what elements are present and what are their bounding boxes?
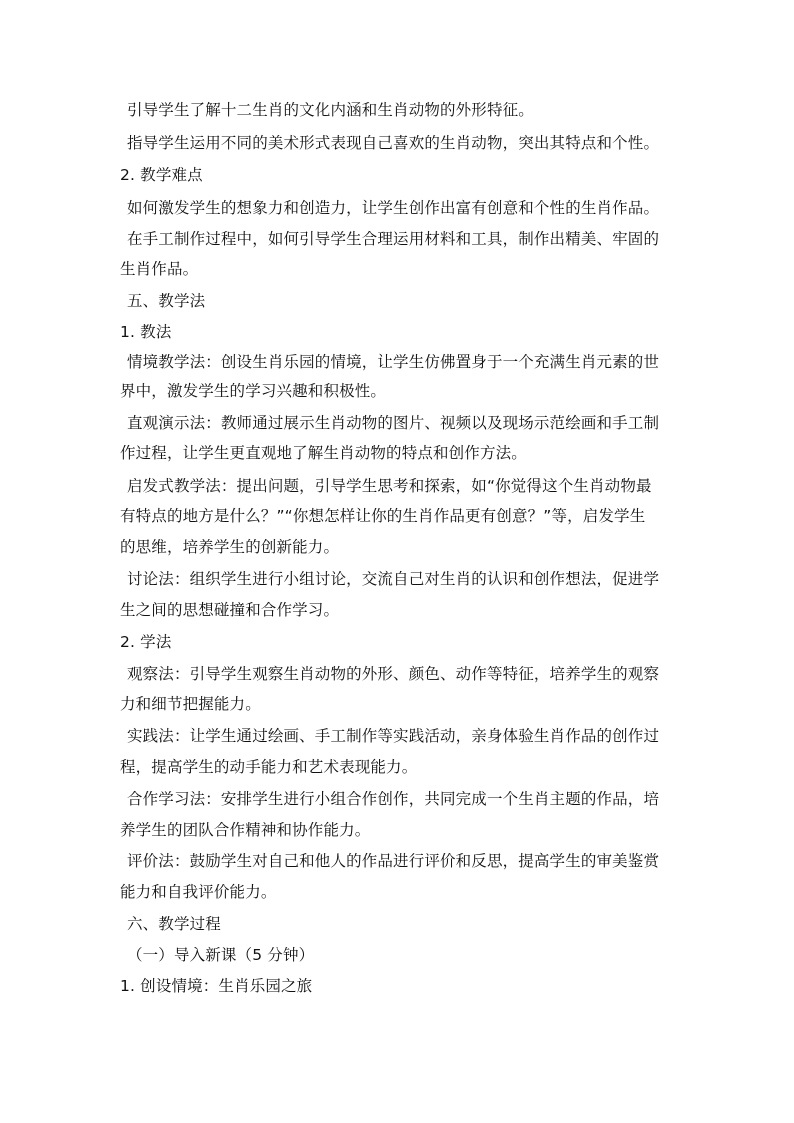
paragraph-line: 生肖作品。 — [120, 260, 199, 278]
paragraph-line: 有特点的地方是什么？”“你想怎样让你的生肖作品更有创意？”等，启发学生 — [120, 507, 646, 525]
section-heading: 1. 教法 — [120, 323, 172, 341]
paragraph-line: 实践法：让学生通过绘画、手工制作等实践活动，亲身体验生肖作品的创作过 — [127, 727, 660, 745]
paragraph-line: 作过程，让学生更直观地了解生肖动物的特点和创作方法。 — [120, 444, 527, 462]
section-heading: 1. 创设情境：生肖乐园之旅 — [120, 977, 313, 995]
paragraph-line: 观察法：引导学生观察生肖动物的外形、颜色、动作等特征，培养学生的观察 — [127, 665, 660, 683]
section-heading: 六、教学过程 — [127, 915, 221, 933]
paragraph-line: 生之间的思想碰撞和合作学习。 — [120, 601, 340, 619]
paragraph-line: 直观演示法：教师通过展示生肖动物的图片、视频以及现场示范绘画和手工制 — [127, 414, 660, 432]
paragraph-line: 程，提高学生的动手能力和艺术表现能力。 — [120, 758, 418, 776]
section-heading: 2. 学法 — [120, 633, 172, 651]
paragraph-line: 的思维，培养学生的创新能力。 — [120, 538, 340, 556]
paragraph-line: 在手工制作过程中，如何引导学生合理运用材料和工具，制作出精美、牢固的 — [127, 230, 660, 248]
paragraph-line: 能力和自我评价能力。 — [120, 883, 277, 901]
paragraph-line: 讨论法：组织学生进行小组讨论，交流自己对生肖的认识和创作想法，促进学 — [127, 570, 660, 588]
paragraph-line: 力和细节把握能力。 — [120, 695, 261, 713]
paragraph-line: 合作学习法：安排学生进行小组合作创作，共同完成一个生肖主题的作品，培 — [127, 790, 660, 808]
paragraph-line: 如何激发学生的想象力和创造力，让学生创作出富有创意和个性的生肖作品。 — [127, 199, 660, 217]
paragraph-line: 启发式教学法：提出问题，引导学生思考和探索，如“你觉得这个生肖动物最 — [127, 477, 652, 495]
paragraph-line: 界中，激发学生的学习兴趣和积极性。 — [120, 382, 387, 400]
section-heading: （一）导入新课（5 分钟） — [127, 946, 315, 964]
section-heading: 2. 教学难点 — [120, 166, 203, 184]
section-heading: 五、教学法 — [127, 292, 206, 310]
paragraph-line: 引导学生了解十二生肖的文化内涵和生肖动物的外形特征。 — [127, 101, 534, 119]
paragraph-line: 指导学生运用不同的美术形式表现自己喜欢的生肖动物，突出其特点和个性。 — [127, 134, 660, 152]
paragraph-line: 评价法：鼓励学生对自己和他人的作品进行评价和反思，提高学生的审美鉴赏 — [127, 852, 660, 870]
paragraph-line: 情境教学法：创设生肖乐园的情境，让学生仿佛置身于一个充满生肖元素的世 — [127, 353, 660, 371]
paragraph-line: 养学生的团队合作精神和协作能力。 — [120, 821, 371, 839]
